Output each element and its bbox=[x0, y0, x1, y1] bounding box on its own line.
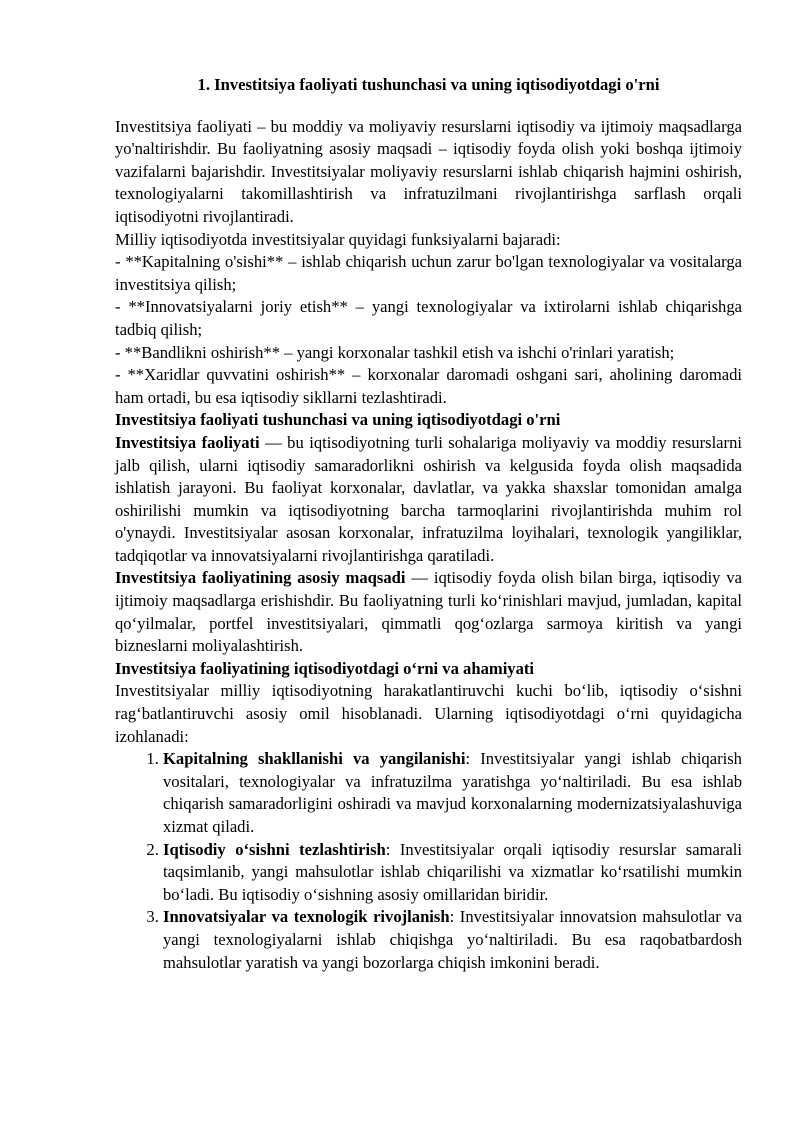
intro-paragraph: Investitsiya faoliyati – bu moddiy va moliyaviy resurslarni iqtisodiy va ijtimoiy maqsadlarga yo'naltirishdir. Bu faoliyatning asosiy maqsadi – iqtisodiy foyda olish yoki boshqa ijtimoiy vazifalarni bajarishdir. Investitsiyalar moliyaviy resurslarni ishlab chiqarish hajmini oshirish, texnologiyalarni takomillashtirish va infratuzilmani rivojlantirishga sarflash orqali iqtisodiyotni rivojlantiradi. bbox=[115, 116, 742, 226]
list-item-term: Kapitalning shakllanishi va yangilanishi bbox=[163, 749, 466, 769]
goal-term: Investitsiya faoliyatining asosiy maqsadi bbox=[115, 568, 406, 588]
concept-paragraph bbox=[115, 432, 742, 568]
function-item-purchasing: - **Xaridlar quvvatini oshirish** – korxonalar daromadi oshgani sari, aholining daromadi ham ortadi, bu esa iqtisodiy sikllarni tezlashtiradi. bbox=[115, 365, 742, 407]
list-item bbox=[163, 906, 742, 974]
role-list bbox=[115, 748, 742, 974]
document-page bbox=[115, 74, 742, 974]
list-item-text: : Investitsiyalar yangi ishlab chiqarish vositalari, texnologiyalar va infratuzilma yaratishga yo‘naltiriladi. Bu esa ishlab chiqarish samaradorligini oshiradi va mavjud korxonalarning modernizatsiyalashuviga xizmat qiladi. bbox=[163, 749, 742, 836]
list-item-text: : Investitsiyalar orqali iqtisodiy resurslar samarali taqsimlanib, yangi mahsulotlar ishlab chiqarilishi va xizmatlar ko‘rsatilishi mumkin bo‘ladi. Bu iqtisodiy o‘sishning asosiy omillaridan biridir. bbox=[163, 839, 742, 904]
section-heading-concept: Investitsiya faoliyati tushunchasi va uning iqtisodiyotdagi o'rni bbox=[115, 410, 561, 430]
section-heading-role: Investitsiya faoliyatining iqtisodiyotdagi o‘rni va ahamiyati bbox=[115, 658, 535, 678]
role-paragraph: Investitsiyalar milliy iqtisodiyotning harakatlantiruvchi kuchi bo‘lib, iqtisodiy o‘sishni rag‘batlantiruvchi asosiy omil hisoblanadi. Ularning iqtisodiyotdagi o‘rni quyidagicha izohlanadi: bbox=[115, 681, 742, 746]
function-item-innovation: - **Innovatsiyalarni joriy etish** – yangi texnologiyalar va ixtirolarni ishlab chiqarishga tadbiq qilish; bbox=[115, 297, 742, 339]
concept-term: Investitsiya faoliyati bbox=[115, 432, 260, 452]
document-title: 1. Investitsiya faoliyati tushunchasi va uning iqtisodiyotdagi o'rni bbox=[197, 75, 660, 94]
list-item bbox=[163, 748, 742, 838]
list-item-term: Innovatsiyalar va texnologik rivojlanish bbox=[163, 907, 450, 927]
function-item-capital: - **Kapitalning o'sishi** – ishlab chiqarish uchun zarur bo'lgan texnologiyalar va vositalarga investitsiya qilish; bbox=[115, 252, 742, 294]
concept-text: — bu iqtisodiyotning turli sohalariga moliyaviy va moddiy resurslarni jalb qilish, ularni iqtisodiy samaradorlikni oshirish va kelgusida foyda olish maqsadida ishlatish jarayoni. Bu faoliyat korxonalar, davlatlar, va yakka shaxslar tomonidan amalga oshirilishi mumkin va iqtisodiyotning barcha tarmoqlarini rivojlantirishda muhim rol o'ynaydi. Investitsiyalar asosan korxonalar, infratuzilma loyihalari, texnologik yangiliklar, tadqiqotlar va innovatsiyalarni rivojlantirishga qaratiladi. bbox=[115, 432, 742, 565]
function-item-employment: - **Bandlikni oshirish** – yangi korxonalar tashkil etish va ishchi o'rinlari yaratish; bbox=[115, 342, 675, 362]
list-item bbox=[163, 839, 742, 907]
goal-paragraph bbox=[115, 567, 742, 657]
goal-text: — iqtisodiy foyda olish bilan birga, iqtisodiy va ijtimoiy maqsadlarga erishishdir. Bu faoliyatning turli ko‘rinishlari mavjud, jumladan, kapital qo‘yilmalar, portfel investitsiyalari, qimmatli qog‘ozlarga sarmoya kiritish va yangi bizneslarni moliyalashtirish. bbox=[115, 568, 743, 656]
list-item-term: Iqtisodiy o‘sishni tezlashtirish bbox=[163, 839, 386, 859]
functions-intro: Milliy iqtisodiyotda investitsiyalar quyidagi funksiyalarni bajaradi: bbox=[115, 229, 561, 249]
list-item-text: : Investitsiyalar innovatsion mahsulotlar va yangi texnologiyalarni ishlab chiqishga yo‘naltiriladi. Bu esa raqobatbardosh mahsulotlar yaratish va yangi bozorlarga chiqish imkonini beradi. bbox=[163, 907, 742, 972]
